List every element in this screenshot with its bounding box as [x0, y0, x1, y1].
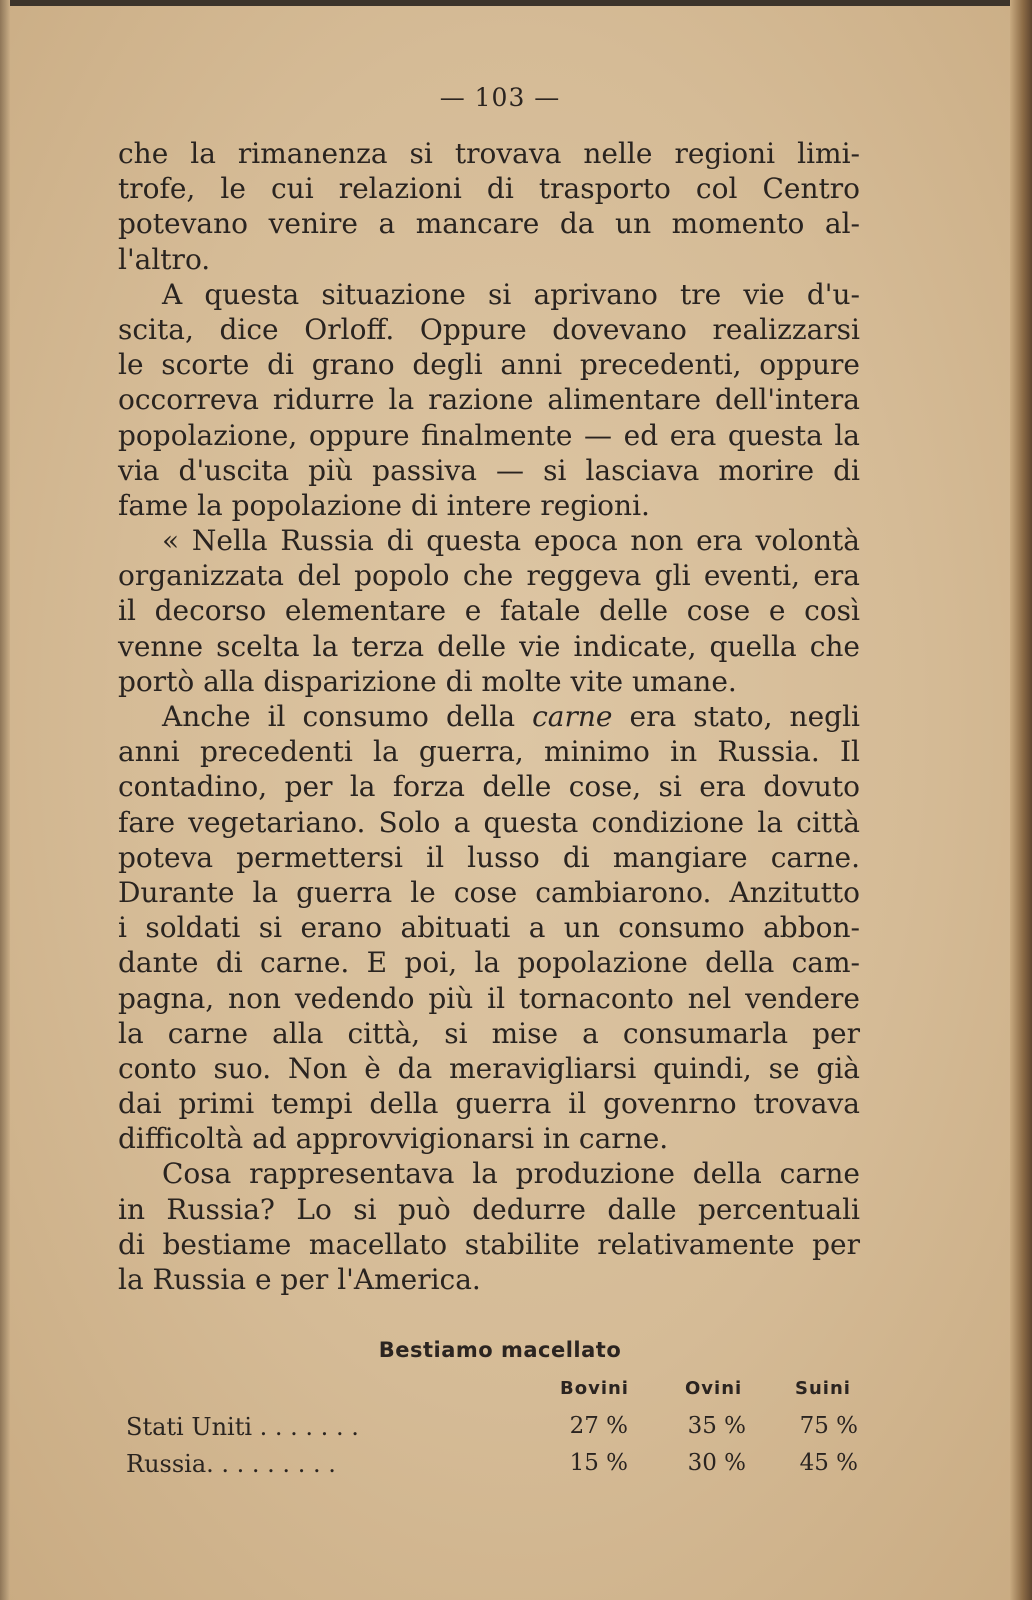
- table-title: Bestiamo macellato: [378, 1338, 622, 1362]
- text-segment: Anche il consumo della: [162, 700, 516, 733]
- row-label-stati-uniti: Stati Uniti . . . . . . .: [126, 1413, 359, 1441]
- text-line: i soldati si erano abituati a un consumo abbon-: [118, 911, 860, 945]
- text-line: fame la popolazione di intere regioni.: [118, 488, 650, 522]
- text-line: scita, dice Orloff. Oppure dovevano realizzarsi: [118, 312, 860, 346]
- cell-stati-uniti-ovini: 35 %: [687, 1413, 746, 1439]
- cell-russia-ovini: 30 %: [687, 1450, 746, 1476]
- text-line: il decorso elementare e fatale delle cose e così: [118, 594, 860, 628]
- text-line: di bestiame macellato stabilite relativamente per: [118, 1227, 860, 1261]
- cell-stati-uniti-bovini: 27 %: [569, 1413, 628, 1439]
- page-right-edge: [1010, 0, 1032, 1600]
- page-number: — 103 —: [439, 83, 561, 112]
- text-line: contadino, per la forza delle cose, si era dovuto: [118, 770, 860, 804]
- text-line: venne scelta la terza delle vie indicate, quella che: [118, 629, 860, 663]
- text-line: fare vegetariano. Solo a questa condizione la città: [118, 805, 860, 839]
- text-line: via d'uscita più passiva — si lasciava morire di: [118, 453, 860, 487]
- text-line: « Nella Russia di questa epoca non era volontà: [162, 524, 860, 558]
- cell-russia-suini: 45 %: [799, 1450, 858, 1476]
- text-line: occorreva ridurre la razione alimentare dell'intera: [118, 383, 860, 417]
- text-line: trofe, le cui relazioni di trasporto col Centro: [118, 172, 860, 206]
- text-line: Cosa rappresentava la produzione della carne: [162, 1157, 860, 1191]
- column-header-ovini: Ovini: [685, 1378, 743, 1399]
- text-line: l'altro.: [118, 242, 211, 276]
- text-line-mixed: [118, 699, 860, 734]
- text-line: che la rimanenza si trovava nelle regioni limi-: [118, 137, 860, 170]
- text-line: in Russia? Lo si può dedurre dalle percentuali: [118, 1192, 860, 1226]
- text-line: organizzata del popolo che reggeva gli eventi, era: [118, 559, 860, 593]
- text-line: A questa situazione si aprivano tre vie d'u-: [162, 277, 860, 311]
- text-line: dante di carne. E poi, la popolazione della cam-: [118, 946, 860, 980]
- page-top-edge: [0, 0, 1032, 6]
- body-text: [118, 136, 860, 1297]
- text-line: pagna, non vedendo più il tornaconto nel vendere: [118, 981, 860, 1015]
- text-line: popolazione, oppure finalmente — ed era questa la: [118, 418, 860, 452]
- text-line: anni precedenti la guerra, minimo in Russia. Il: [118, 735, 860, 769]
- text-line: dai primi tempi della guerra il govenrno trovava: [118, 1087, 860, 1121]
- text-line: le scorte di grano degli anni precedenti, oppure: [118, 348, 860, 382]
- cell-stati-uniti-suini: 75 %: [799, 1413, 858, 1439]
- text-line: difficoltà ad approvvigionarsi in carne.: [118, 1122, 669, 1156]
- text-line: conto suo. Non è da meravigliarsi quindi, se già: [118, 1051, 860, 1085]
- text-segment: era stato, negli: [629, 700, 860, 733]
- text-line: potevano venire a mancare da un momento al-: [118, 207, 860, 241]
- cell-russia-bovini: 15 %: [569, 1450, 628, 1476]
- column-header-suini: Suini: [795, 1378, 851, 1399]
- text-line: la Russia e per l'America.: [118, 1263, 481, 1296]
- row-label-russia: Russia. . . . . . . . .: [126, 1450, 336, 1478]
- text-line: Durante la guerra le cose cambiarono. Anzitutto: [118, 875, 860, 909]
- text-line: la carne alla città, si mise a consumarla per: [118, 1016, 860, 1050]
- text-line: poteva permettersi il lusso di mangiare carne.: [118, 840, 860, 874]
- italic-word: carne: [532, 700, 613, 733]
- text-line: portò alla disparizione di molte vite umane.: [118, 664, 737, 698]
- column-header-bovini: Bovini: [560, 1378, 629, 1399]
